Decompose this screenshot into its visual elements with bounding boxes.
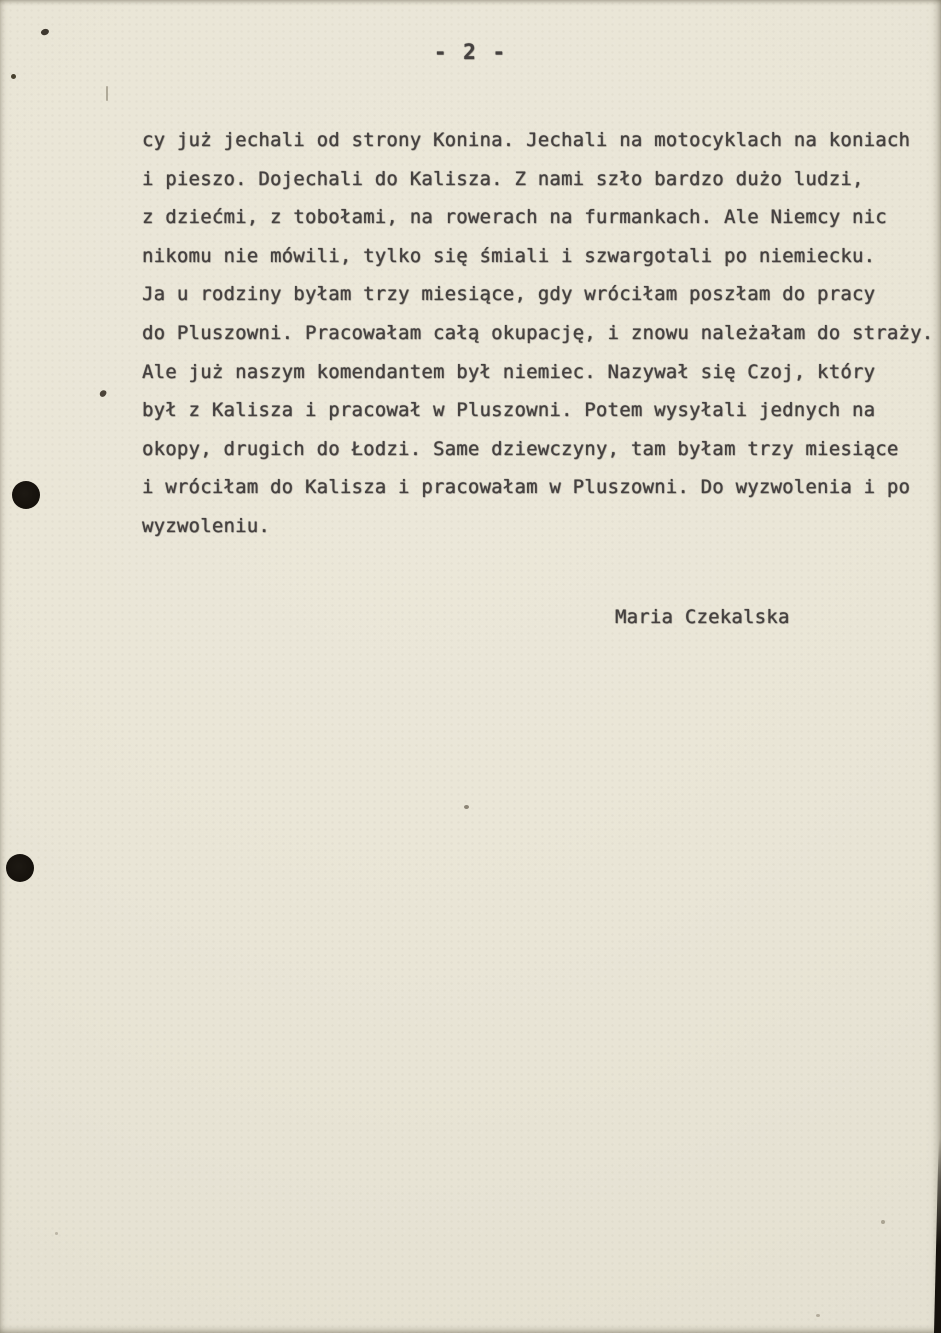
body-line: nikomu nie mówili, tylko się śmiali i szwargotali po niemiecku.	[142, 244, 876, 267]
scan-edge-shadow	[934, 1138, 941, 1333]
body-text-block	[142, 121, 941, 546]
body-line: Ale już naszym komendantem był niemiec. Nazywał się Czoj, który	[142, 360, 876, 383]
body-line: Ja u rodziny byłam trzy miesiące, gdy wróciłam poszłam do pracy	[142, 283, 876, 306]
signature-name: Maria Czekalska	[615, 606, 790, 628]
page-number: - 2 -	[433, 40, 508, 64]
body-line: był z Kalisza i pracował w Pluszowni. Potem wysyłali jednych na	[142, 399, 876, 422]
ink-speck	[11, 74, 16, 79]
body-line: okopy, drugich do Łodzi. Same dziewczyny, tam byłam trzy miesiące	[142, 437, 899, 460]
hole-punch-bottom	[6, 854, 34, 882]
ink-speck	[40, 28, 50, 37]
body-line: do Pluszowni. Pracowałam całą okupację, i znowu należałam do straży.	[142, 321, 934, 344]
ink-speck	[881, 1220, 885, 1224]
ink-speck	[464, 805, 469, 809]
body-line: i wróciłam do Kalisza i pracowałam w Pluszowni. Do wyzwolenia i po	[142, 476, 911, 499]
ink-speck	[55, 1232, 58, 1235]
body-line: i pieszo. Dojechali do Kalisza. Z nami szło bardzo dużo ludzi,	[142, 167, 864, 190]
body-line: z dziećmi, z tobołami, na rowerach na furmankach. Ale Niemcy nic	[142, 206, 887, 229]
hole-punch-top	[12, 481, 40, 509]
scratch-mark	[106, 86, 108, 101]
body-line: wyzwoleniu.	[142, 514, 271, 537]
body-line: cy już jechali od strony Konina. Jechali na motocyklach na koniach	[142, 129, 911, 151]
ink-speck	[99, 389, 108, 398]
ink-speck	[816, 1314, 820, 1317]
